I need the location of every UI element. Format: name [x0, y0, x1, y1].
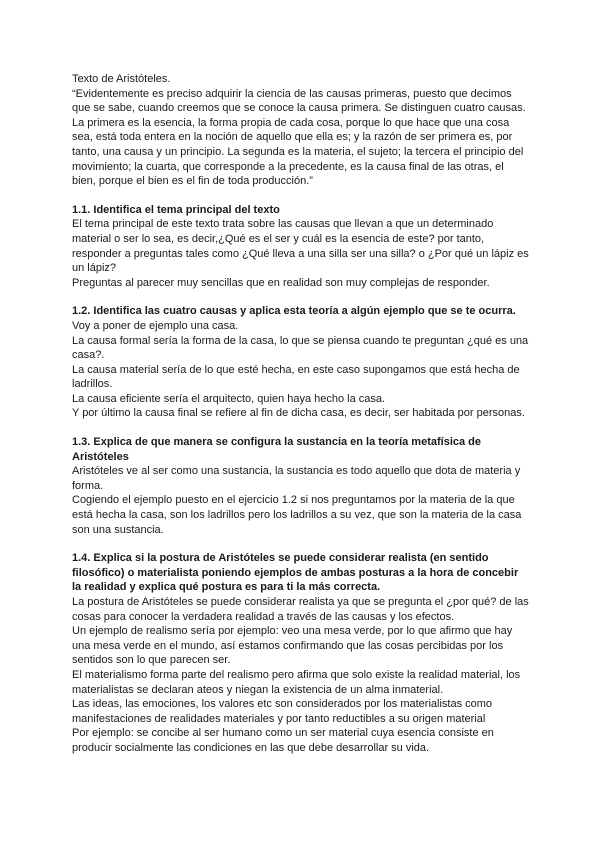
section-paragraph: El tema principal de este texto trata sobre las causas que llevan a que un determinado material o ser lo sea, es decir,¿Qué es el ser y cuál es la esencia de este? por tanto, responder a preguntas tales como ¿Qué lleva a una silla ser una silla? o ¿Por qué un lápiz es un lápiz?: [72, 218, 529, 275]
section-heading: 1.3. Explica de que manera se configura la sustancia en la teoría metafísica de Aristóteles: [72, 436, 482, 463]
section-paragraph: Voy a poner de ejemplo una casa.: [72, 319, 239, 332]
section-paragraph: La causa material sería de lo que esté hecha, en este caso supongamos que está hecha de ladrillos.: [72, 363, 520, 391]
section-paragraph: Preguntas al parecer muy sencillas que en realidad son muy complejas de responder.: [72, 276, 490, 289]
section-heading: 1.2. Identifica las cuatro causas y aplica esta teoría a algún ejemplo que se te ocurra.: [72, 305, 516, 318]
section-paragraph: Por ejemplo: se concibe al ser humano como un ser material cuya esencia consiste en producir socialmente las condiciones en las que debe desarrollar su vida.: [72, 727, 494, 754]
aristotle-quote: “Evidentemente es preciso adquirir la ciencia de las causas primeras, puesto que decimos que se sabe, cuando creemos que se conoce la causa primera. Se distinguen cuatro causas. La primera es la esencia, la forma propia de cada cosa, porque lo que hace que una cosa sea, está toda entera en la noción de aquello que ella es; y la razón de ser primera es, por tanto, una causa y un principio. La segunda es la materia, el sujeto; la tercera el principio del movimiento; la cuarta, que corresponde a la precedente, es la causa final de las otras, el bien, porque el bien es el fin de toda producción.”: [72, 87, 526, 188]
section-paragraph: El materialismo forma parte del realismo pero afirma que solo existe la realidad material, los materialistas se declaran ateos y niegan la existencia de un alma inmaterial.: [72, 668, 521, 696]
section-heading: 1.4. Explica si la postura de Aristóteles se puede considerar realista (en sentido filosófico) o materialista poniendo ejemplos de ambas posturas a la hora de concebir la realidad y explica qué postura es para ti la más correcta.: [72, 552, 519, 594]
section-paragraph: Y por último la causa final se refiere al fin de dicha casa, es decir, ser habitada por personas.: [72, 407, 525, 420]
section-paragraph: Cogiendo el ejemplo puesto en el ejercicio 1.2 si nos preguntamos por la materia de la que está hecha la casa, son los ladrillos pero los ladrillos a su vez, que son la materia de la casa son una sustancia.: [72, 494, 522, 536]
section-paragraph: La causa formal sería la forma de la casa, lo que se piensa cuando te preguntan ¿qué es una casa?.: [72, 334, 529, 362]
section-paragraph: Un ejemplo de realismo sería por ejemplo: veo una mesa verde, por lo que afirmo que hay una mesa verde en el mundo, así estamos confirmando que las cosas percibidas por los sentidos son lo que parecen ser.: [72, 625, 513, 667]
section-paragraph: La causa eficiente sería el arquitecto, quien haya hecho la casa.: [72, 392, 386, 405]
intro-label: Texto de Aristóteles.: [72, 73, 171, 85]
section-paragraph: Aristóteles ve al ser como una sustancia, la sustancia es todo aquello que dota de materia y forma.: [72, 465, 521, 492]
section-paragraph: Las ideas, las emociones, los valores etc son considerados por los materialistas como manifestaciones de realidades materiales y por tanto reductibles a su origen material: [72, 698, 493, 725]
section-heading: 1.1. Identifica el tema principal del texto: [72, 203, 280, 216]
section-paragraph: La postura de Aristóteles se puede considerar realista ya que se pregunta el ¿por qué? de las cosas para conocer la verdadera realidad a través de las causas y los efectos.: [72, 596, 529, 623]
